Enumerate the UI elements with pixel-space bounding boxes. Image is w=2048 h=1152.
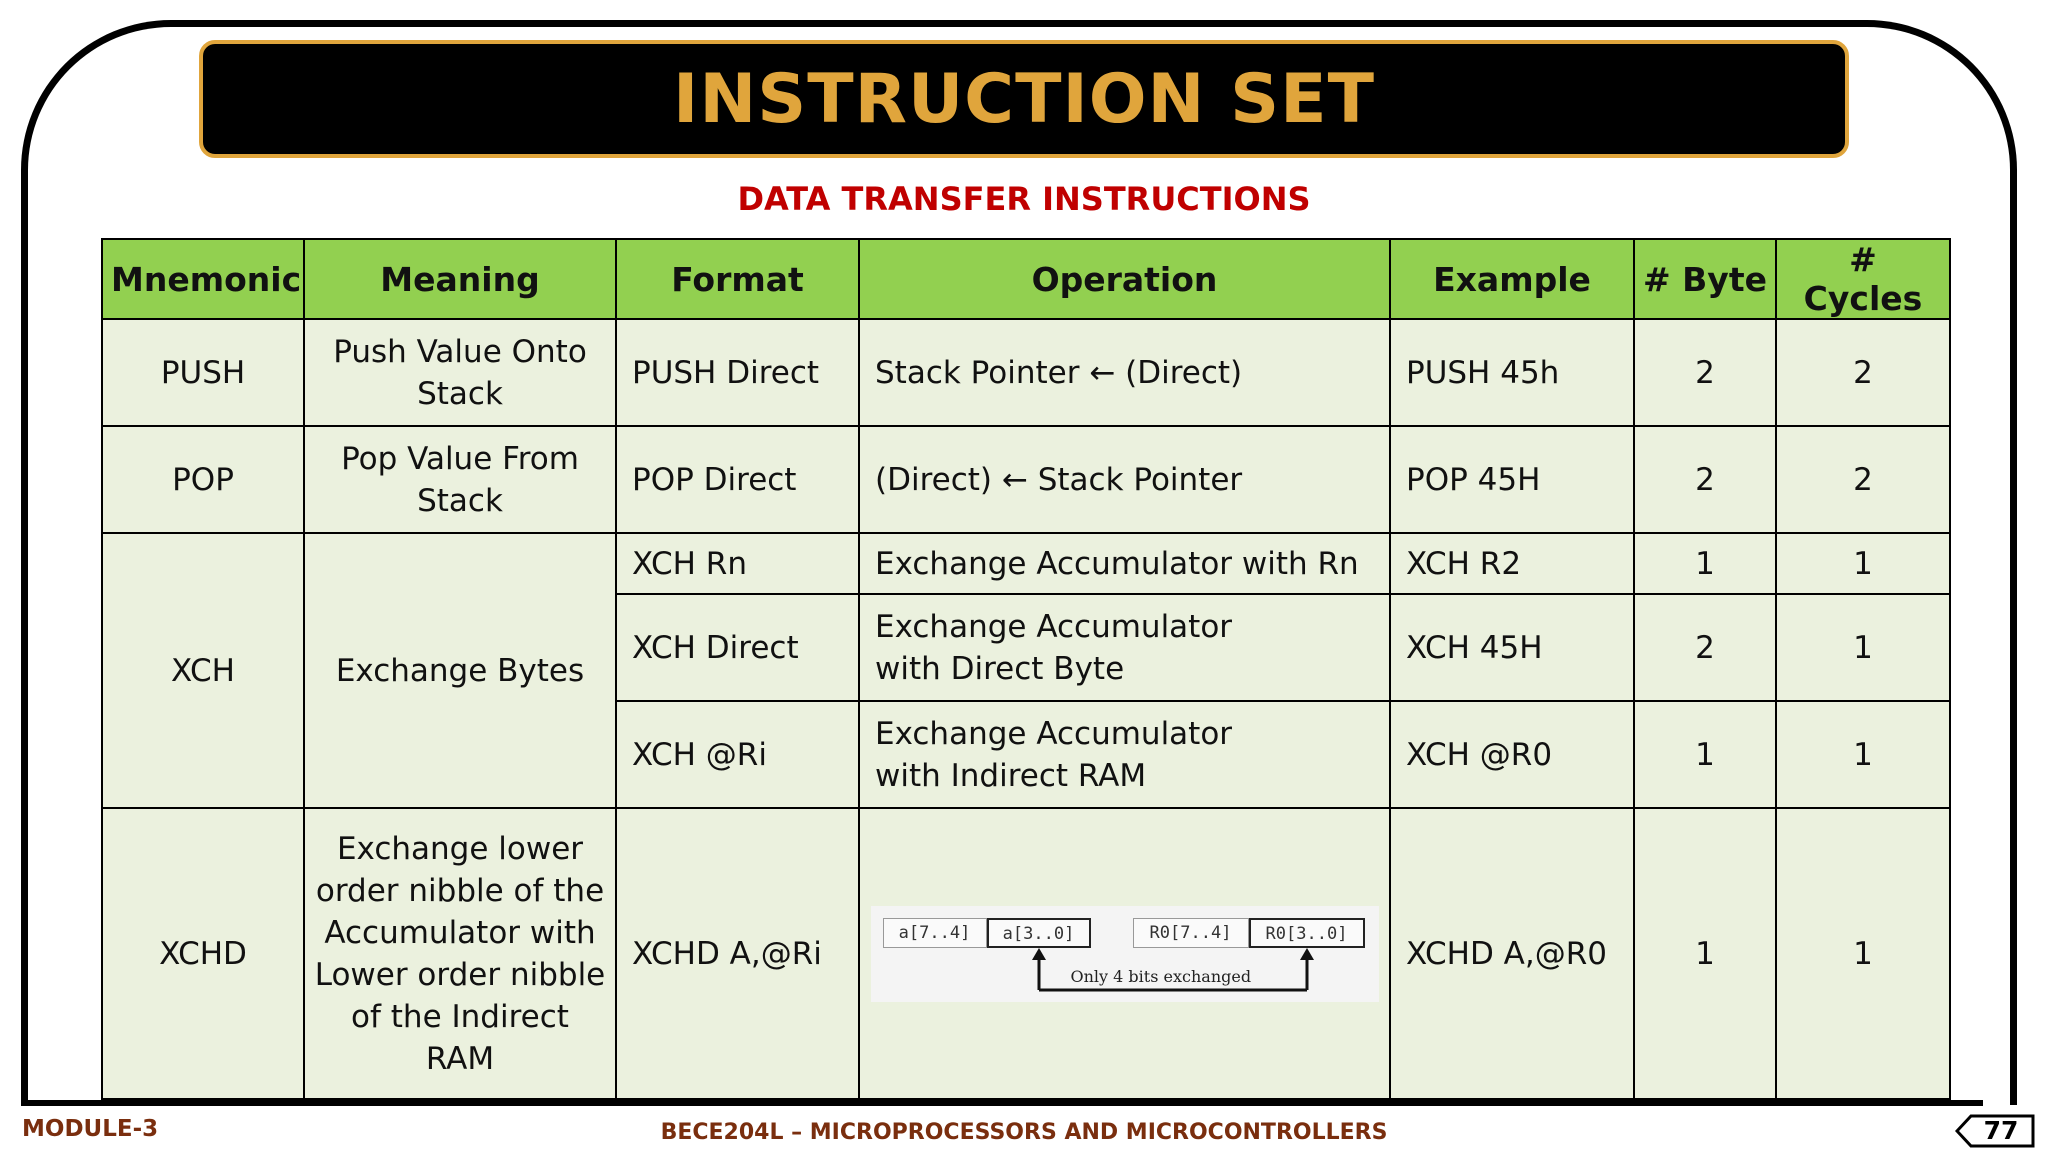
cell-format: XCHD A,@Ri [616, 808, 859, 1099]
cell-operation [859, 808, 1390, 1099]
exchange-arrows-icon [871, 906, 1379, 1002]
cell-operation: Exchange Accumulator with Rn [859, 533, 1390, 594]
cell-format: XCH Direct [616, 594, 859, 701]
cell-operation: (Direct) ← Stack Pointer [859, 426, 1390, 533]
cell-bytes: 1 [1634, 533, 1776, 594]
cell-meaning: Exchange Bytes [304, 533, 616, 808]
table-row-push [102, 319, 1950, 426]
cell-meaning: Pop Value From Stack [304, 426, 616, 533]
cell-format: XCH Rn [616, 533, 859, 594]
header-bytes: # Byte [1634, 239, 1776, 319]
frame-baseline [21, 1100, 1983, 1106]
cell-bytes: 2 [1634, 426, 1776, 533]
footer-course: BECE204L – MICROPROCESSORS AND MICROCONTROLLERS [660, 1120, 1388, 1145]
r0-high-nibble: R0[7..4] [1133, 918, 1249, 948]
table-row-xch-rn [102, 533, 1950, 594]
cell-cycles: 2 [1776, 426, 1950, 533]
r0-low-nibble: R0[3..0] [1249, 918, 1365, 948]
cell-example: XCHD A,@R0 [1390, 808, 1634, 1099]
section-subtitle: DATA TRANSFER INSTRUCTIONS [737, 180, 1311, 218]
header-operation: Operation [859, 239, 1390, 319]
cell-bytes: 2 [1634, 594, 1776, 701]
cell-cycles: 1 [1776, 701, 1950, 808]
cell-operation: Stack Pointer ← (Direct) [859, 319, 1390, 426]
cell-bytes: 1 [1634, 701, 1776, 808]
header-meaning: Meaning [304, 239, 616, 319]
title-banner [199, 40, 1849, 158]
exchange-caption: Only 4 bits exchanged [1070, 966, 1252, 986]
cell-example: PUSH 45h [1390, 319, 1634, 426]
table-row-pop [102, 426, 1950, 533]
cell-meaning: Push Value Onto Stack [304, 319, 616, 426]
page-number [1955, 1114, 2035, 1148]
cell-mnemonic: POP [102, 426, 304, 533]
cell-example: POP 45H [1390, 426, 1634, 533]
cell-cycles: 1 [1776, 808, 1950, 1099]
cell-cycles: 1 [1776, 594, 1950, 701]
a-low-nibble: a[3..0] [987, 918, 1091, 948]
cell-bytes: 2 [1634, 319, 1776, 426]
instruction-table [101, 238, 1951, 1100]
nibble-exchange-diagram [871, 906, 1379, 1002]
cell-format: XCH @Ri [616, 701, 859, 808]
cell-format: POP Direct [616, 426, 859, 533]
cell-mnemonic: PUSH [102, 319, 304, 426]
cell-operation: Exchange Accumulator with Indirect RAM [859, 701, 1390, 808]
header-mnemonic: Mnemonic [102, 239, 304, 319]
header-example: Example [1390, 239, 1634, 319]
cell-mnemonic: XCH [102, 533, 304, 808]
cell-cycles: 2 [1776, 319, 1950, 426]
cell-cycles: 1 [1776, 533, 1950, 594]
header-cycles: # Cycles [1776, 239, 1950, 319]
footer-module: MODULE-3 [22, 1116, 159, 1142]
a-high-nibble: a[7..4] [883, 918, 987, 948]
cell-example: XCH @R0 [1390, 701, 1634, 808]
cell-mnemonic: XCHD [102, 808, 304, 1099]
slide-title: INSTRUCTION SET [673, 59, 1375, 139]
cell-example: XCH 45H [1390, 594, 1634, 701]
cell-format: PUSH Direct [616, 319, 859, 426]
cell-bytes: 1 [1634, 808, 1776, 1099]
header-row [102, 239, 1950, 319]
header-format: Format [616, 239, 859, 319]
cell-operation: Exchange Accumulator with Direct Byte [859, 594, 1390, 701]
table-row-xchd [102, 808, 1950, 1099]
cell-meaning: Exchange lower order nibble of the Accumulator with Lower order nibble of the Indirect RAM [304, 808, 616, 1099]
cell-example: XCH R2 [1390, 533, 1634, 594]
page-number-text: 77 [1983, 1116, 2019, 1145]
